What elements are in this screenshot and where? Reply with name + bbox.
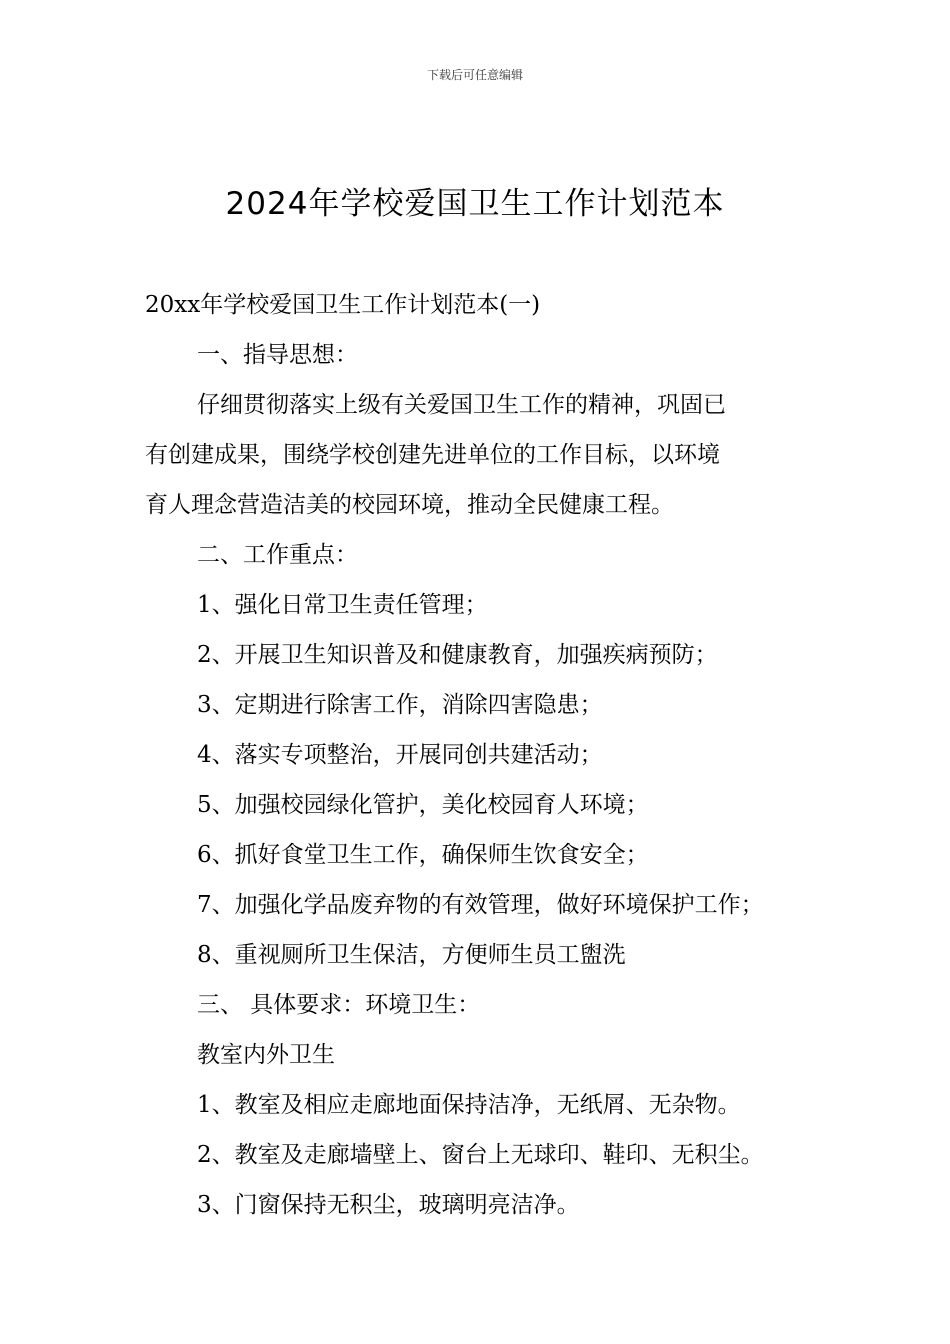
section1-paragraph-line: 有创建成果，围绕学校创建先进单位的工作目标，以环境: [145, 442, 720, 468]
section1-paragraph-line: 仔细贯彻落实上级有关爱国卫生工作的精神，巩固已: [197, 392, 726, 418]
section2-item: 8、重视厕所卫生保洁，方便师生员工盥洗: [197, 942, 626, 968]
section2-item: 3、定期进行除害工作，消除四害隐患；: [197, 692, 603, 718]
document-title: 2024年学校爱国卫生工作计划范本: [225, 186, 725, 222]
section1-paragraph-line: 育人理念营造洁美的校园环境，推动全民健康工程。: [145, 492, 674, 518]
section3-item: 3、门窗保持无积尘，玻璃明亮洁净。: [197, 1192, 580, 1218]
document-body: [145, 280, 813, 1230]
section2-item: 1、强化日常卫生责任管理；: [197, 592, 488, 618]
document-subtitle: 20xx年学校爱国卫生工作计划范本(一): [145, 292, 541, 318]
section3-item: 2、教室及走廊墙壁上、窗台上无球印、鞋印、无积尘。: [197, 1142, 764, 1168]
section2-heading: 二、工作重点：: [197, 542, 358, 568]
section2-item: 6、抓好食堂卫生工作，确保师生饮食安全；: [197, 842, 649, 868]
section2-item: 4、落实专项整治，开展同创共建活动；: [197, 742, 603, 768]
section2-item: 2、开展卫生知识普及和健康教育，加强疾病预防；: [197, 642, 718, 668]
section3-subheading: 教室内外卫生: [197, 1042, 335, 1068]
section2-item: 7、加强化学品废弃物的有效管理，做好环境保护工作；: [197, 892, 764, 918]
section1-heading: 一、指导思想：: [197, 342, 358, 368]
section2-item: 5、加强校园绿化管护，美化校园育人环境；: [197, 792, 649, 818]
header-note: 下载后可任意编辑: [426, 68, 523, 82]
section3-heading: 三、 具体要求：环境卫生：: [197, 992, 481, 1018]
section3-item: 1、教室及相应走廊地面保持洁净，无纸屑、无杂物。: [197, 1092, 741, 1118]
